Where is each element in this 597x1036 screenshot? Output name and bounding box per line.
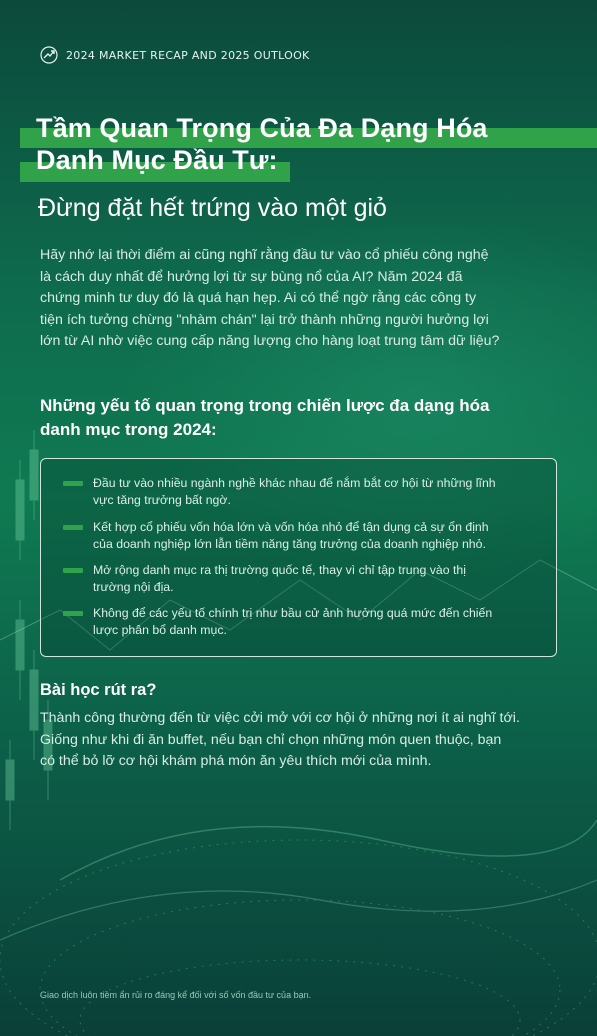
list-item-line: lược phân bổ danh mục.	[93, 623, 227, 637]
green-dash-bullet-icon	[63, 611, 83, 616]
factors-list-box	[40, 458, 557, 657]
list-item-line: Không để các yếu tố chính trị như bầu cử ảnh hưởng quá mức đến chiến	[93, 606, 493, 620]
list-item-text	[93, 605, 492, 639]
list-item	[63, 475, 533, 509]
intro-line: tiện ích tưởng chừng "nhàm chán" lại trở thành những người hưởng lợi	[40, 311, 489, 328]
intro-line: chứng minh tư duy đó là quá hạn hẹp. Ai có thể ngờ rằng các công ty	[40, 290, 477, 306]
lesson-line: có thể bỏ lỡ cơ hội khám phá món ăn yêu thích mới của mình.	[40, 753, 432, 769]
lesson-heading: Bài học rút ra?	[40, 681, 157, 699]
lesson-line: Giống như khi đi ăn buffet, nếu bạn chỉ chọn những món quen thuộc, bạn	[40, 731, 502, 748]
title-line-1: Tầm Quan Trọng Của Đa Dạng Hóa	[36, 113, 488, 143]
list-item-line: Mở rộng danh mục ra thị trường quốc tế, thay vì chỉ tập trung vào thị	[93, 563, 466, 577]
list-item-text	[93, 519, 489, 553]
list-item-line: của doanh nghiệp lớn lẫn tiềm năng tăng trưởng của doanh nghiệp nhỏ.	[93, 537, 486, 551]
page-subtitle: Đừng đặt hết trứng vào một giỏ	[38, 194, 387, 222]
list-item	[63, 519, 533, 553]
page-title	[36, 112, 596, 176]
factors-heading-line-2: danh mục trong 2024:	[40, 420, 217, 439]
intro-paragraph	[40, 245, 570, 353]
lesson-paragraph	[40, 708, 575, 773]
title-line-2: Danh Mục Đầu Tư:	[36, 145, 278, 175]
report-header-text: 2024 MARKET RECAP AND 2025 OUTLOOK	[66, 48, 310, 62]
report-header	[40, 44, 310, 66]
risk-disclaimer: Giao dịch luôn tiềm ẩn rủi ro đáng kể đối với số vốn đầu tư của bạn.	[40, 990, 312, 1000]
list-item-line: trường nội địa.	[93, 580, 174, 594]
intro-line: Hãy nhớ lại thời điểm ai cũng nghĩ rằng đầu tư vào cổ phiếu công nghệ	[40, 247, 489, 263]
list-item-line: Kết hợp cổ phiếu vốn hóa lớn và vốn hóa nhỏ để tận dụng cả sự ổn định	[93, 520, 489, 534]
globe-dots-decoration	[0, 820, 597, 1036]
list-item	[63, 562, 533, 596]
list-item-text	[93, 475, 496, 509]
factors-heading	[40, 394, 570, 442]
list-item-line: Đầu tư vào nhiều ngành nghề khác nhau để nắm bắt cơ hội từ những lĩnh	[93, 476, 496, 490]
green-dash-bullet-icon	[63, 568, 83, 573]
list-item	[63, 605, 533, 639]
list-item-line: vực tăng trưởng bất ngờ.	[93, 493, 231, 507]
factors-heading-line-1: Những yếu tố quan trọng trong chiến lược đa dạng hóa	[40, 396, 490, 415]
growth-leaf-logo-icon	[40, 46, 58, 64]
intro-line: lớn từ AI nhờ việc cung cấp năng lượng cho hàng loạt trung tâm dữ liệu?	[40, 333, 500, 349]
intro-line: là cách duy nhất để hưởng lợi từ sự bùng nổ của AI? Năm 2024 đã	[40, 268, 463, 285]
lesson-line: Thành công thường đến từ việc cởi mở với cơ hội ở những nơi ít ai nghĩ tới.	[40, 710, 520, 726]
green-dash-bullet-icon	[63, 481, 83, 486]
green-dash-bullet-icon	[63, 525, 83, 530]
list-item-text	[93, 562, 466, 596]
